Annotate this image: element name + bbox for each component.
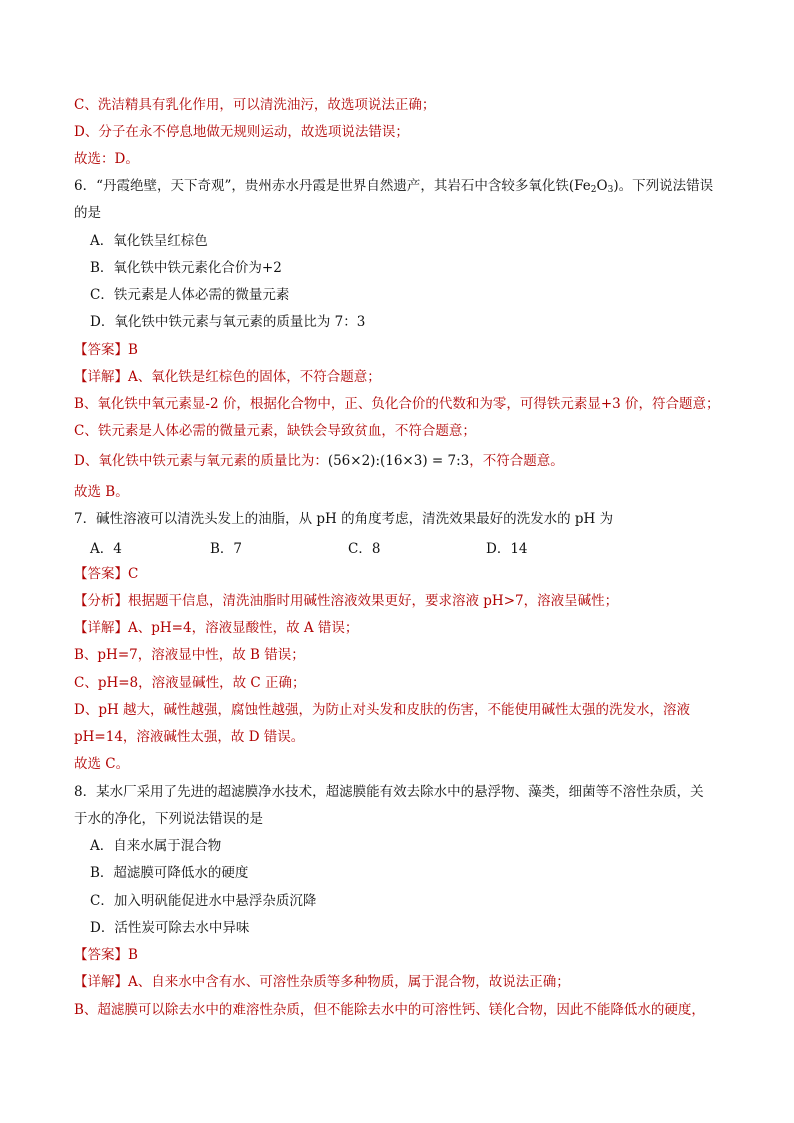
q8-option-c: C．加入明矾能促进水中悬浮杂质沉降 <box>90 893 317 909</box>
q6-detail-a: 【详解】A、氧化铁是红棕色的固体，不符合题意； <box>74 369 381 385</box>
q8-answer: 【答案】B <box>74 947 138 963</box>
prev-conclusion: 故选：D。 <box>74 151 139 167</box>
q8-detail-b: B、超滤膜可以除去水中的难溶性杂质，但不能除去水中的可溶性钙、镁化合物，因此不能降低水的硬度， <box>74 1002 705 1018</box>
q7-detail-a: 【详解】A、pH=4，溶液显酸性，故 A 错误； <box>74 620 359 636</box>
q7-conclusion: 故选 C。 <box>74 756 130 772</box>
q7-detail-c: C、pH=8，溶液显碱性，故 C 正确； <box>74 675 306 691</box>
q6-stem-line1: 6．“丹霞绝壁，天下奇观”，贵州赤水丹霞是世界自然遗产，其岩石中含较多氧化铁$(Fe_2O_3)$。下列说法错误 <box>74 178 714 195</box>
q6-answer: 【答案】B <box>74 342 138 358</box>
q8-stem-line2: 于水的净化，下列说法错误的是 <box>74 811 263 827</box>
q7-detail-d-line1: D、pH 越大，碱性越强，腐蚀性越强，为防止对头发和皮肤的伤害，不能使用碱性太强的洗发水，溶液 <box>74 702 691 718</box>
q7-option-b: B．7 <box>210 541 243 557</box>
q7-option-d: D．14 <box>486 541 528 557</box>
q7-option-c: C．8 <box>348 541 381 557</box>
q7-detail-d-line2: pH=14，溶液碱性太强，故 D 错误。 <box>74 729 305 745</box>
q6-conclusion: 故选 B。 <box>74 484 129 500</box>
prev-option-d-explanation: D、分子在永不停息地做无规则运动，故选项说法错误； <box>74 124 409 140</box>
q6-option-b: B．氧化铁中铁元素化合价为+2 <box>90 260 282 276</box>
q6-option-a: A．氧化铁呈红棕色 <box>90 233 208 249</box>
q6-option-d: D．氧化铁中铁元素与氧元素的质量比为 7：3 <box>90 314 366 330</box>
q6-stem-line2: 的是 <box>74 205 101 221</box>
mass-ratio-formula: (56×2):(16×3) = 7:3 <box>327 453 470 469</box>
q7-analysis: 【分析】根据题干信息，清洗油脂时用碱性溶液效果更好，要求溶液 pH>7，溶液呈碱性； <box>74 593 619 609</box>
q6-detail-b: B、氧化铁中氧元素显-2 价，根据化合物中，正、负化合价的代数和为零，可得铁元素显+3 价，符合题意； <box>74 396 720 412</box>
q7-detail-b: B、pH=7，溶液显中性，故 B 错误； <box>74 647 305 663</box>
q6-option-c: C．铁元素是人体必需的微量元素 <box>90 287 290 303</box>
q7-answer: 【答案】C <box>74 566 139 582</box>
q6-detail-d: D、氧化铁中铁元素与氧元素的质量比为：(56×2):(16×3) = 7:3，不符合题意。 <box>74 453 564 469</box>
q7-stem: 7．碱性溶液可以清洗头发上的油脂，从 pH 的角度考虑，清洗效果最好的洗发水的 pH 为 <box>74 511 614 527</box>
q8-detail-a: 【详解】A、自来水中含有水、可溶性杂质等多种物质，属于混合物，故说法正确； <box>74 974 570 990</box>
q8-option-d: D．活性炭可除去水中异味 <box>90 920 250 936</box>
q8-option-a: A．自来水属于混合物 <box>90 838 222 854</box>
prev-option-c-explanation: C、洗洁精具有乳化作用，可以清洗油污，故选项说法正确； <box>74 97 436 113</box>
q7-option-a: A．4 <box>90 541 122 557</box>
q8-stem-line1: 8．某水厂采用了先进的超滤膜净水技术，超滤膜能有效去除水中的悬浮物、藻类，细菌等不溶性杂质，关 <box>74 784 704 800</box>
q8-option-b: B．超滤膜可降低水的硬度 <box>90 865 249 881</box>
q6-detail-c: C、铁元素是人体必需的微量元素，缺铁会导致贫血，不符合题意； <box>74 423 476 439</box>
